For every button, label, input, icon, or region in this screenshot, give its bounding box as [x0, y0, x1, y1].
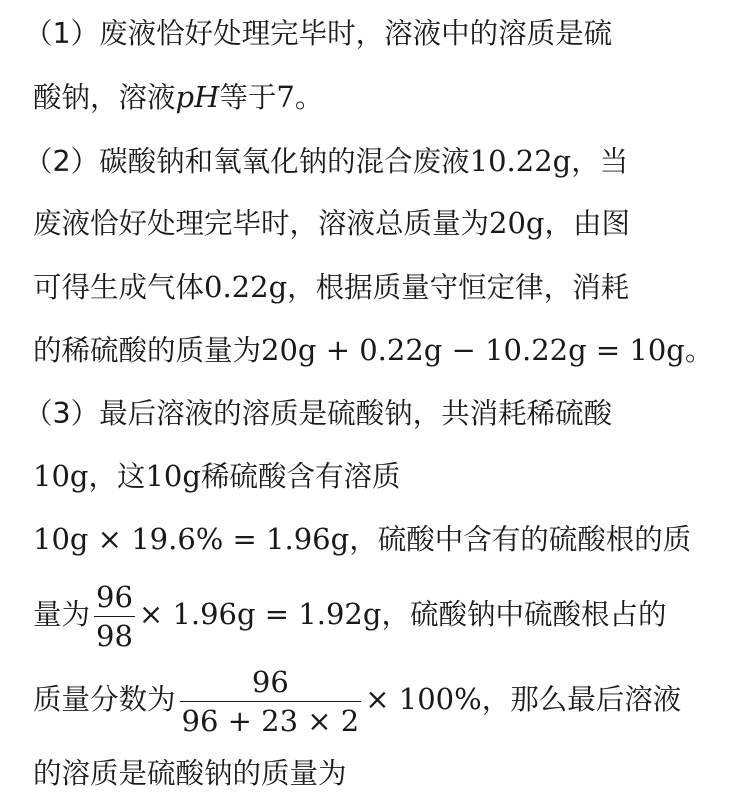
text: 废液恰好处理完毕时，溶液总质量为 — [33, 207, 490, 240]
text: 质量分数为 — [33, 683, 176, 716]
p2-line-4 — [33, 330, 734, 371]
text: 酸钠，溶液 — [33, 81, 176, 114]
mass-value: 10g — [33, 459, 89, 493]
mass-value: 10.22g — [469, 144, 572, 178]
mass-value: 0.22g — [204, 270, 288, 304]
text: （1）废液恰好处理完毕时，溶液中的溶质是硫 — [24, 17, 613, 50]
p2-line-2 — [33, 203, 734, 244]
text: ，当 — [571, 145, 629, 178]
text: 的溶质是硫酸钠的质量为 — [33, 757, 347, 790]
text: 量为 — [33, 598, 91, 631]
p2-line-3 — [33, 267, 734, 308]
p3-line-1 — [24, 394, 734, 434]
text: ，根据质量守恒定律，消耗 — [287, 271, 630, 304]
text: 。 — [684, 334, 714, 367]
text: （3）最后溶液的溶质是硫酸钠，共消耗稀硫酸 — [24, 397, 613, 430]
ph-symbol: pH — [175, 80, 220, 114]
p2-line-1 — [24, 141, 734, 182]
equation: × 100% — [365, 682, 482, 716]
fraction — [180, 663, 362, 740]
text: （2）碳酸钠和氧氧化钠的混合废液 — [24, 145, 470, 178]
equation: × 1.96g = 1.92g — [138, 597, 382, 631]
mass-value: 10g — [145, 459, 201, 493]
equation: 20g + 0.22g − 10.22g = 10g — [261, 333, 685, 367]
text: ，由图 — [544, 207, 630, 240]
p3-line-6 — [33, 754, 734, 794]
p3-line-4 — [33, 574, 734, 655]
text: ，那么最后溶液 — [481, 683, 682, 716]
fraction-denominator: 96 + 23 × 2 — [180, 701, 362, 740]
fraction-numerator: 96 — [251, 664, 289, 699]
text: 等于 — [219, 81, 277, 114]
text: 可得生成气体 — [33, 271, 205, 304]
fraction-numerator: 96 — [96, 579, 133, 614]
fraction-denominator: 98 — [94, 616, 135, 655]
mass-value: 20g — [489, 206, 545, 240]
p3-line-5 — [33, 659, 734, 740]
ph-value: 7 — [276, 80, 295, 114]
text: ，硫酸中含有的硫酸根的质 — [349, 523, 692, 556]
p3-line-2 — [33, 456, 734, 497]
text: ，这 — [88, 460, 146, 493]
text: ，硫酸钠中硫酸根占的 — [381, 598, 667, 631]
text: 稀硫酸含有溶质 — [200, 460, 401, 493]
p1-line-2 — [33, 77, 734, 118]
text: 。 — [294, 81, 324, 114]
equation: 10g × 19.6% = 1.96g — [33, 522, 350, 556]
p3-line-3 — [33, 519, 734, 560]
text: 的稀硫酸的质量为 — [33, 334, 262, 367]
fraction — [94, 578, 135, 655]
p1-line-1 — [24, 14, 734, 54]
